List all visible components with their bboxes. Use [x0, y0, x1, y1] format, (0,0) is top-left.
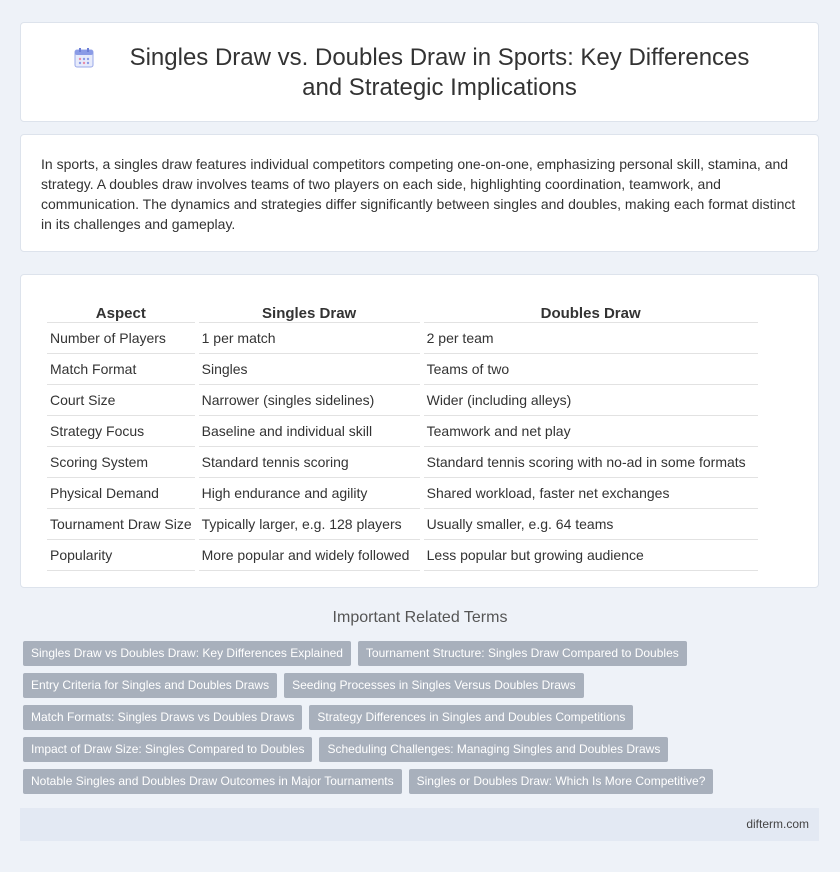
- table-cell: Tournament Draw Size: [47, 509, 195, 540]
- related-terms-list: [23, 641, 783, 801]
- table-cell: Strategy Focus: [47, 416, 195, 447]
- tag-row: [23, 769, 783, 794]
- table-cell: Usually smaller, e.g. 64 teams: [424, 509, 758, 540]
- page-title: Singles Draw vs. Doubles Draw in Sports: Key Differences and Strategic Implications: [129, 44, 750, 101]
- table-row: [47, 416, 758, 447]
- tag-row: [23, 673, 783, 698]
- table-cell: Scoring System: [47, 447, 195, 478]
- column-header-aspect: Aspect: [47, 295, 195, 323]
- table-cell: Popularity: [47, 540, 195, 571]
- related-terms-heading: Important Related Terms: [332, 609, 508, 626]
- table-cell: High endurance and agility: [199, 478, 420, 509]
- tag-row: [23, 705, 783, 730]
- table-row: [47, 509, 758, 540]
- intro-card: [20, 134, 819, 252]
- title-card: [20, 22, 819, 122]
- related-term-link[interactable]: Scheduling Challenges: Managing Singles and Doubles Draws: [319, 737, 668, 762]
- comparison-table: [43, 295, 762, 571]
- footer: [20, 808, 819, 841]
- related-term-link[interactable]: Strategy Differences in Singles and Doubles Competitions: [309, 705, 633, 730]
- table-cell: Shared workload, faster net exchanges: [424, 478, 758, 509]
- table-row: [47, 385, 758, 416]
- table-row: [47, 447, 758, 478]
- related-term-link[interactable]: Notable Singles and Doubles Draw Outcomes in Major Tournaments: [23, 769, 402, 794]
- table-cell: Wider (including alleys): [424, 385, 758, 416]
- related-term-link[interactable]: Match Formats: Singles Draws vs Doubles Draws: [23, 705, 302, 730]
- intro-paragraph: In sports, a singles draw features individual competitors competing one-on-one, emphasizing personal skill, stamina, and strategy. A doubles draw involves teams of two players on each side, highlighting coordination, teamwork, and communication. The dynamics and strategies differ significantly between singles and doubles, making each format distinct in its challenges and gameplay.: [41, 156, 796, 232]
- table-cell: Less popular but growing audience: [424, 540, 758, 571]
- column-header-singles: Singles Draw: [199, 295, 420, 323]
- related-term-link[interactable]: Tournament Structure: Singles Draw Compared to Doubles: [358, 641, 687, 666]
- table-cell: Court Size: [47, 385, 195, 416]
- column-header-doubles: Doubles Draw: [424, 295, 758, 323]
- table-cell: Match Format: [47, 354, 195, 385]
- table-cell: Teams of two: [424, 354, 758, 385]
- related-term-link[interactable]: Singles or Doubles Draw: Which Is More Competitive?: [409, 769, 714, 794]
- tag-row: [23, 737, 783, 762]
- table-cell: Standard tennis scoring with no-ad in some formats: [424, 447, 758, 478]
- related-term-link[interactable]: Impact of Draw Size: Singles Compared to Doubles: [23, 737, 312, 762]
- table-cell: 2 per team: [424, 323, 758, 354]
- table-cell: Narrower (singles sidelines): [199, 385, 420, 416]
- table-cell: Typically larger, e.g. 128 players: [199, 509, 420, 540]
- related-term-link[interactable]: Seeding Processes in Singles Versus Doubles Draws: [284, 673, 583, 698]
- tag-row: [23, 641, 783, 666]
- table-cell: 1 per match: [199, 323, 420, 354]
- table-cell: Physical Demand: [47, 478, 195, 509]
- table-header-row: [47, 295, 758, 323]
- table-row: [47, 323, 758, 354]
- table-cell: Number of Players: [47, 323, 195, 354]
- table-cell: Baseline and individual skill: [199, 416, 420, 447]
- site-name[interactable]: difterm.com: [746, 817, 809, 831]
- table-row: [47, 540, 758, 571]
- table-cell: Standard tennis scoring: [199, 447, 420, 478]
- table-cell: Teamwork and net play: [424, 416, 758, 447]
- table-row: [47, 478, 758, 509]
- table-row: [47, 354, 758, 385]
- related-term-link[interactable]: Entry Criteria for Singles and Doubles Draws: [23, 673, 277, 698]
- table-cell: More popular and widely followed: [199, 540, 420, 571]
- table-cell: Singles: [199, 354, 420, 385]
- related-term-link[interactable]: Singles Draw vs Doubles Draw: Key Differences Explained: [23, 641, 351, 666]
- comparison-card: [20, 274, 819, 588]
